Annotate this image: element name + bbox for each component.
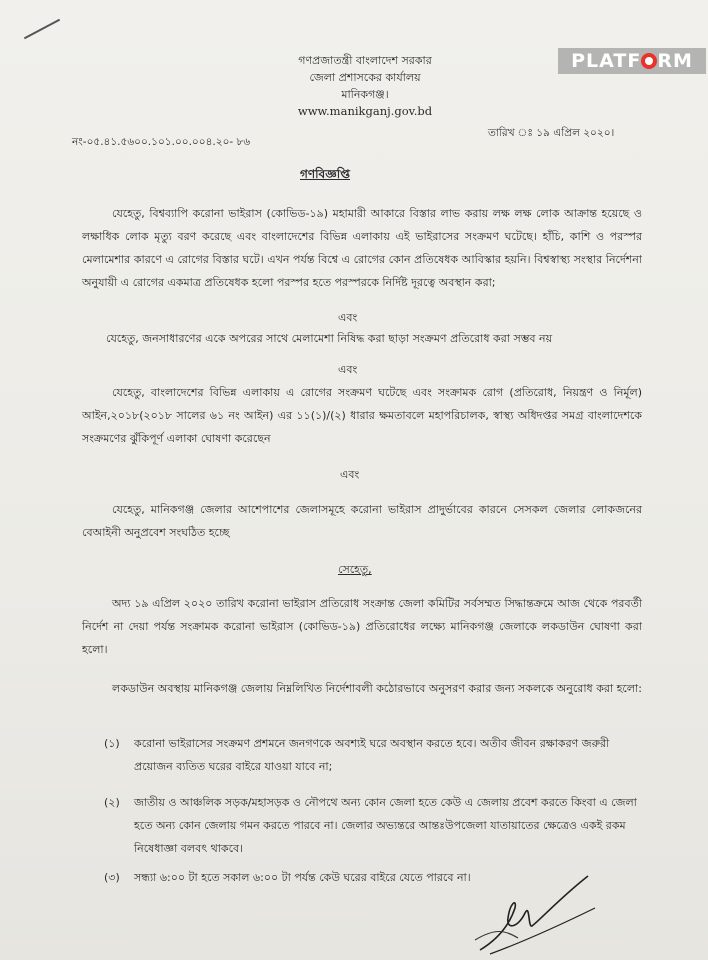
item-text: করোনা ভাইরাসের সংক্রমণ প্রশমনে জনগণকে অবশ্যই ঘরে অবস্থান করতে হবে। অতীব জীবন রক্ষাকরণ জরুরী প্রয়োজন ব্যতিত ঘরের বাইরে যাওয়া যাবে না; [134, 737, 610, 773]
paragraph-2: যেহেতু, জনসাধারণের একে অপরের সাথে মেলামেশা নিষিদ্ধ করা ছাড়া সংক্রমণ প্রতিরোধ করা সম্ভব নয় [106, 332, 553, 345]
item-number: (২) [104, 796, 120, 809]
memo-number: নং-০৫.৪১.৫৬০০.১০১.০০.০০৪.২০- ৮৬ [72, 136, 251, 148]
signature-mark [470, 868, 610, 958]
therefore-heading: সেহেতু, [338, 563, 372, 576]
pen-mark [24, 19, 60, 40]
platform-watermark: PLATF RM [558, 48, 706, 74]
paragraph-4: যেহেতু, মানিকগঞ্জ জেলার আশেপাশের জেলাসমূহে করোনা ভাইরাস প্রাদুর্ভাবের কারনে সেসকল জেলার লোকজনের বেআইনী অনুপ্রবেশ সংঘঠিত হচ্ছে [82, 503, 642, 539]
paragraph-5: অদ্য ১৯ এপ্রিল ২০২০ তারিখ করোনা ভাইরাস প্রতিরোধ সংক্রান্ত জেলা কমিটির সর্বসম্মত সিদ্ধান্তক্রমে আজ থেকে পরবর্তী নির্দেশ না দেয়া পর্যন্ত সংক্রামক করোনা ভাইরাস (কোভিড-১৯) প্রতিরোধের লক্ষ্যে মানিকগঞ্জ জেলাকে লকডাউন ঘোষণা করা হলো। [82, 597, 642, 656]
district-name: মানিকগঞ্জ। [341, 88, 389, 101]
gov-name: গণপ্রজাতন্ত্রী বাংলাদেশ সরকার [298, 54, 432, 67]
directive-item-3 [104, 866, 524, 889]
paragraph-1: যেহেতু, বিশ্বব্যাপি করোনা ভাইরাস (কোভিড-১৯) মহামারী আকারে বিস্তার লাভ করায় লক্ষ লক্ষ লোক আক্রান্ত হয়েছে ও লক্ষাধিক লোক মৃত্যু বরণ করেছে এবং বাংলাদেশের বিভিন্ন এলাকায় এই ভাইরাসের সংক্রমণ ঘটেছে। হাঁচি, কাশি ও পরস্পর মেলামেশার কারণে এ রোগের বিস্তার ঘটে। এখন পর্যন্ত বিশ্বে এ রোগের কোন প্রতিষেধক আবিস্কার হয়নি। বিশ্বস্বাস্থ্য সংস্থার নির্দেশনা অনুযায়ী এ রোগের একমাত্র প্রতিষেধক হলো পরস্পর হতে পরস্পরকে নির্দিষ্ট দূরত্বে অবস্থান করা; [82, 207, 642, 289]
paragraph-3: যেহেতু, বাংলাদেশের বিভিন্ন এলাকায় এ রোগের সংক্রমণ ঘটেছে এবং সংক্রামক রোগ (প্রতিরোধ, নিয়ন্ত্রণ ও নির্মূল) আইন,২০১৮(২০১৮ সালের ৬১ নং আইন) এর ১১(১)/(২) ধারার ক্ষমতাবলে মহাপরিচালক, স্বাস্থ্য অধিদপ্তর সমগ্র বাংলাদেশকে সংক্রমণের ঝুঁকিপূর্ণ এলাকা ঘোষণা করেছেন [82, 386, 642, 445]
letterhead [270, 52, 460, 120]
notice-title: গণবিজ্ঞপ্তি [300, 167, 351, 181]
item-number: (১) [104, 737, 120, 750]
item-number: (৩) [104, 871, 120, 884]
office-name: জেলা প্রশাসকের কার্যালয় [309, 71, 421, 84]
directive-item-2 [104, 791, 644, 860]
item-text: সন্ধ্যা ৬:০০ টা হতে সকাল ৬:০০ টা পর্যন্ত কেউ ঘরের বাইরে যেতে পারবে না। [134, 871, 471, 884]
watermark-o-icon [641, 53, 657, 69]
and-1: এবং [338, 311, 358, 324]
paragraph-6: লকডাউন অবস্থায় মানিকগঞ্জ জেলায় নিম্নলিখিত নির্দেশাবলী কঠোরভাবে অনুসরণ করার জন্য সকলকে অনুরোধ করা হলো: [112, 682, 642, 695]
and-3: এবং [340, 468, 360, 481]
date-line: তারিখ ঃ ১৯ এপ্রিল ২০২০। [488, 127, 615, 139]
website-url: www.manikganj.gov.bd [297, 104, 433, 118]
and-2: এবং [338, 363, 358, 376]
directive-item-1 [104, 732, 644, 778]
item-text: জাতীয় ও আঞ্চলিক সড়ক/মহাসড়ক ও নৌপথে অন্য কোন জেলা হতে কেউ এ জেলায় প্রবেশ করতে কিংবা এ জেলা হতে অন্য কোন জেলায় গমন করতে পারবে না। জেলার অভ্যন্তরে আন্তঃউপজেলা যাতায়াতের ক্ষেত্রেও একই রকম নিষেধাজ্ঞা বলবৎ থাকবে। [134, 796, 637, 855]
